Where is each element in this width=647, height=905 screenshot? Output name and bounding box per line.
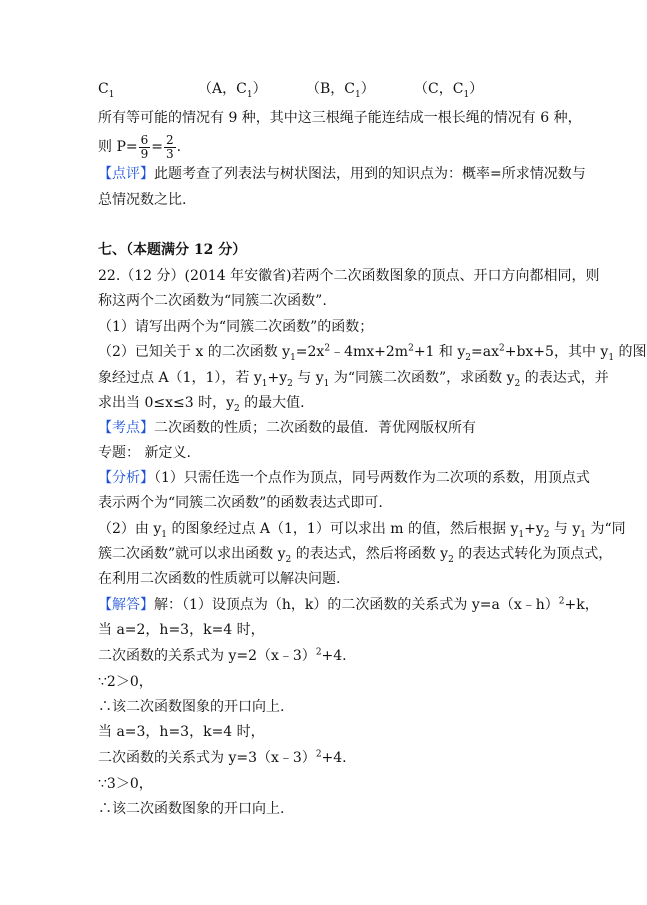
jieda-line-8: ∵3＞0， xyxy=(98,776,153,792)
comment-tag: 【点评】 xyxy=(98,166,154,182)
fraction-6-9: $\frac{6}{9}$ xyxy=(140,132,149,161)
q22-part-2-line-1: （2）已知关于 x 的二次函数 $y_1=2x^2﹣4mx+2m^2+1$ 和 $y_2=ax^2+bx+5$，其中 $y_1$ 的图 xyxy=(98,343,647,363)
prev-line-1: 所有等可能的情况有 9 种，其中这三根绳子能连结成一根长绳的情况有 6 种， xyxy=(98,110,582,126)
comment-line-1: 【点评】此题考查了列表法与树状图法，用到的知识点为：概率=所求情况数与 xyxy=(98,166,586,182)
table-cell-c1: $C_1$ xyxy=(98,81,115,100)
jieda-line-7: 二次函数的关系式为 y=3（x﹣3）$^2$+4. xyxy=(98,749,347,766)
table-cell-a-c1: （A，$C_1$） xyxy=(198,81,267,100)
fenxi-line-1: 【分析】（1）只需任选一个点作为顶点，同号两数作为二次项的系数，用顶点式 xyxy=(98,470,590,486)
probability-line: 则 P= $\frac{6}{9}$ = $\frac{2}{3}$ . xyxy=(98,132,182,161)
kaodian-line: 【考点】二次函数的性质；二次函数的最值．菁优网版权所有 xyxy=(98,420,476,436)
jieda-line-1: 【解答】解：（1）设顶点为（h，k）的二次函数的关系式为 y=a（x﹣h）$^2$+k， xyxy=(98,596,599,613)
fenxi-line-3: （2）由 $y_1$ 的图象经过点 A（1，1）可以求出 m 的值，然后根据 $y_1+y_2$ 与 $y_1$ 为“同 xyxy=(98,521,626,540)
zhuanti-line: 专题： 新定义. xyxy=(98,445,191,461)
jieda-line-2: 当 a=2，h=3，k=4 时， xyxy=(98,622,265,638)
fenxi-line-2: 表示两个为“同簇二次函数”的函数表达式即可. xyxy=(98,495,383,511)
table-cell-b-c1: （B，$C_1$） xyxy=(306,81,375,100)
fenxi-line-4: 簇二次函数”就可以求出函数 $y_2$ 的表达式，然后将函数 $y_2$ 的表达式转化为顶点式， xyxy=(98,546,613,565)
fenxi-line-5: 在利用二次函数的性质就可以解决问题. xyxy=(98,571,341,587)
comment-line-2: 总情况数之比. xyxy=(98,192,187,208)
q22-line-1: 22.（12 分）(2014 年安徽省)若两个二次函数图象的顶点、开口方向都相同，则 xyxy=(98,268,600,284)
jieda-line-4: ∵2＞0， xyxy=(98,674,153,690)
table-cell-c-c1: （C，$C_1$） xyxy=(414,81,484,100)
q22-line-2: 称这两个二次函数为“同簇二次函数”. xyxy=(98,293,327,309)
fenxi-tag: 【分析】 xyxy=(98,470,154,486)
fraction-2-3: $\frac{2}{3}$ xyxy=(165,132,174,161)
q22-part-2-line-2: 象经过点 A（1，1），若 $y_1+y_2$ 与 $y_1$ 为“同簇二次函数”，求函数 $y_2$ 的表达式，并 xyxy=(98,370,609,389)
section-title: 七、（本题满分 12 分） xyxy=(98,242,247,258)
jieda-tag: 【解答】 xyxy=(98,597,154,613)
jieda-line-9: ∴该二次函数图象的开口向上. xyxy=(98,801,285,817)
kaodian-tag: 【考点】 xyxy=(98,420,154,436)
jieda-line-6: 当 a=3，h=3，k=4 时， xyxy=(98,724,265,740)
q22-part-2-line-3: 求出当 0≤x≤3 时，$y_2$ 的最大值. xyxy=(98,395,305,414)
q22-part-1: （1）请写出两个为“同簇二次函数”的函数； xyxy=(98,319,374,335)
jieda-line-3: 二次函数的关系式为 y=2（x﹣3）$^2$+4. xyxy=(98,647,347,664)
jieda-line-5: ∴该二次函数图象的开口向上. xyxy=(98,699,285,715)
